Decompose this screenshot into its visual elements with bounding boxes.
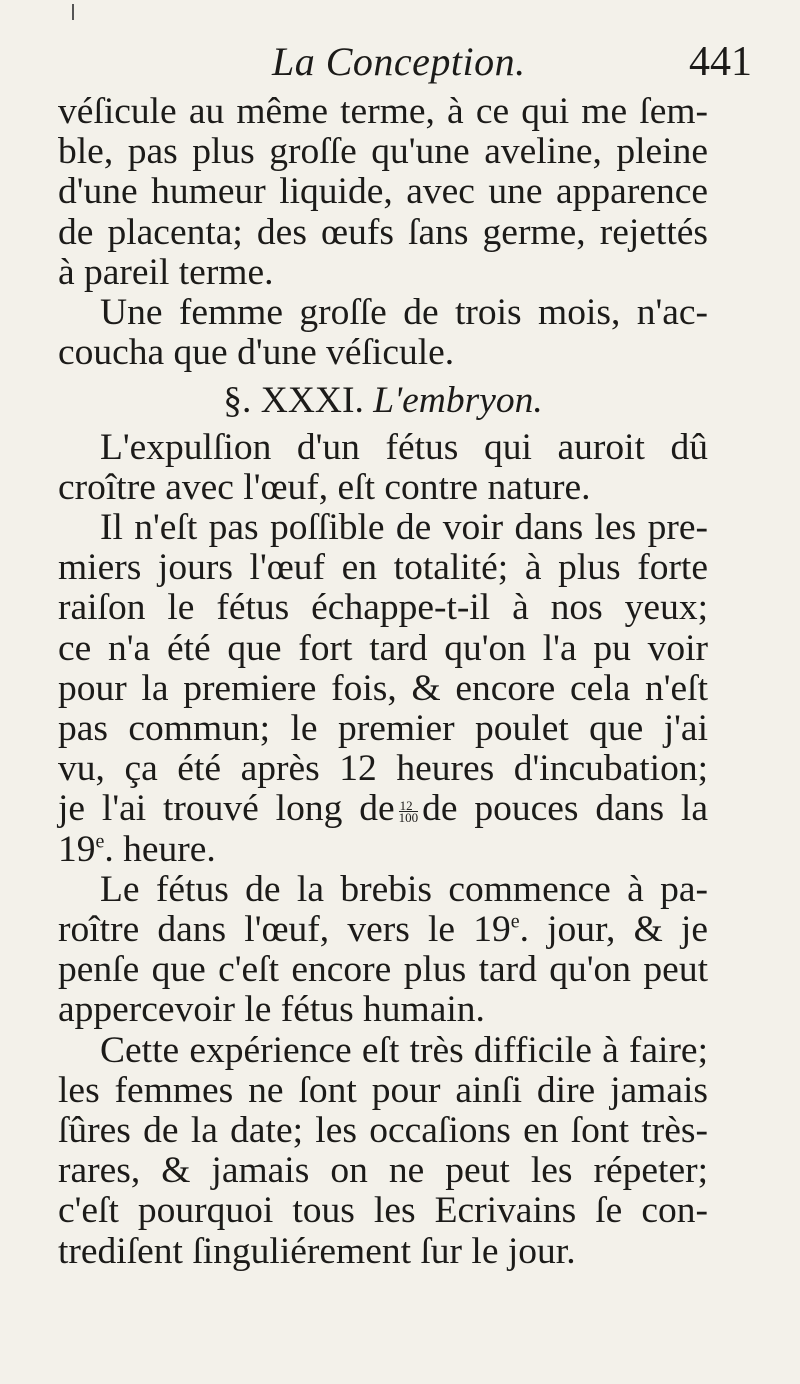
text-line: croître avec l'œuf, eſt contre nature.: [58, 466, 591, 508]
fraction-numerator: 12: [399, 800, 419, 812]
text-line: les femmes ne ſont pour ainſi dire jamais: [58, 1069, 708, 1111]
text-line: pas commun; le premier poulet que j'ai: [58, 708, 708, 750]
text-line: ble, pas plus groſſe qu'une aveline, pleine: [58, 131, 708, 173]
fraction-after: de pouces dans la: [422, 788, 708, 830]
section-number: §. XXXI.: [223, 380, 364, 422]
section-heading: [58, 373, 708, 427]
page-number: 441: [689, 39, 752, 85]
ordinal-suffix: e: [95, 830, 105, 853]
ordinal-suffix: e: [510, 910, 520, 933]
text-line: rares, & jamais on ne peut les répeter;: [58, 1150, 708, 1192]
text-line: Une femme groſſe de trois mois, n'ac-: [100, 292, 708, 334]
ordinal-number: 19: [58, 828, 96, 870]
text-line: [58, 910, 708, 950]
section-title: L'embryon.: [373, 380, 543, 422]
text-line: trediſent ſinguliérement ſur le jour.: [58, 1230, 576, 1272]
ordinal-after: . jour, & je: [519, 909, 708, 951]
fraction-before: je l'ai trouvé long de: [58, 788, 395, 830]
text-line: [58, 830, 708, 870]
margin-mark: [72, 4, 74, 20]
text-line: de placenta; des œufs ſans germe, rejettés: [58, 211, 708, 253]
text-line: ce n'a été que fort tard qu'on l'a pu voir: [58, 627, 708, 669]
text-line: d'une humeur liquide, avec une apparence: [58, 171, 708, 213]
text-line: Cette expérience eſt très difficile à faire;: [100, 1029, 708, 1071]
text-line: Le fétus de la brebis commence à pa-: [100, 868, 708, 910]
text-line: pour la premiere fois, & encore cela n'eſt: [58, 667, 708, 709]
text-line: ſûres de la date; les occaſions en ſont très-: [58, 1110, 708, 1152]
text-line: coucha que d'une véſicule.: [58, 332, 455, 374]
text-line: véſicule au même terme, à ce qui me ſem-: [58, 91, 708, 132]
text-line: L'expulſion d'un fétus qui auroit dû: [100, 426, 708, 468]
ordinal-before: roître dans l'œuf, vers le 19: [58, 909, 511, 951]
text-line-fraction: [58, 789, 708, 829]
ordinal-rest: . heure.: [104, 828, 216, 870]
text-line: miers jours l'œuf en totalité; à plus forte: [58, 547, 708, 589]
text-line: penſe que c'eſt encore plus tard qu'on peut: [58, 949, 708, 991]
text-line: raiſon le fétus échappe-t-il à nos yeux;: [58, 587, 708, 629]
fraction-denominator: 100: [398, 810, 419, 826]
fraction: [398, 798, 419, 826]
text-line: Il n'eſt pas poſſible de voir dans les pre-: [100, 507, 708, 549]
body-text: [58, 92, 708, 1272]
running-title: La Conception.: [272, 39, 526, 84]
page-header: [60, 38, 760, 98]
text-line: appercevoir le fétus humain.: [58, 989, 485, 1031]
text-line: c'eſt pourquoi tous les Ecrivains ſe con-: [58, 1190, 708, 1232]
text-line: vu, ça été après 12 heures d'incubation;: [58, 748, 708, 790]
text-line: à pareil terme.: [58, 251, 274, 293]
